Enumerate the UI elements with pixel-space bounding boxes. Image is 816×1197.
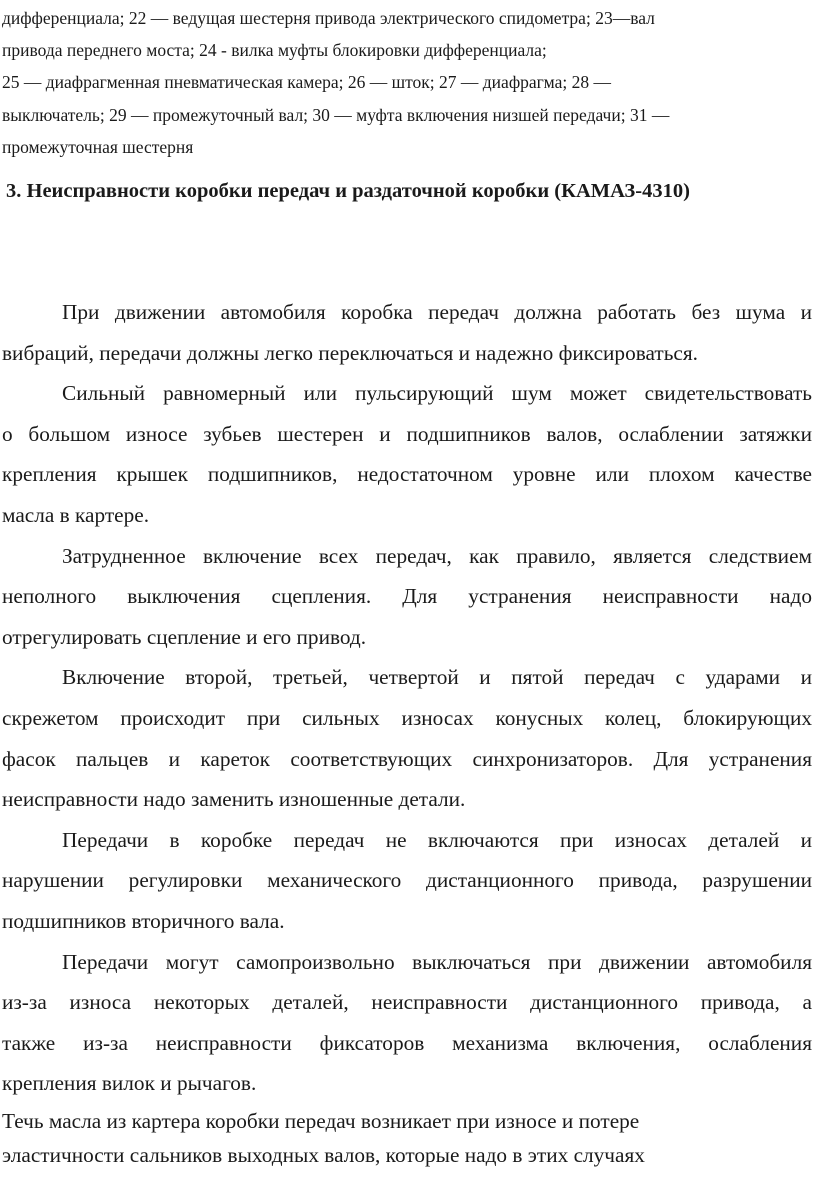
- paragraph-line: неисправности надо заменить изношенные детали.: [2, 787, 466, 812]
- paragraph-line: из-за износа некоторых деталей, неисправности дистанционного привода, а: [2, 990, 812, 1015]
- paragraph-5: [2, 820, 812, 942]
- paragraph-line: Затрудненное включение всех передач, как правило, является следствием: [62, 543, 812, 568]
- paragraph-line: крепления вилок и рычагов.: [2, 1071, 257, 1096]
- paragraph-line: Сильный равномерный или пульсирующий шум может свидетельствовать: [62, 381, 812, 406]
- section-heading: 3. Неисправности коробки передач и раздаточной коробки (КАМАЗ-4310): [6, 180, 690, 202]
- paragraph-line: Передачи могут самопроизвольно выключаться при движении автомобиля: [62, 949, 812, 974]
- body-text: [2, 292, 812, 1172]
- caption-line: 25 — диафрагменная пневматическая камера; 26 — шток; 27 — диафрагма; 28 —: [2, 72, 611, 93]
- paragraph-line: При движении автомобиля коробка передач должна работать без шума и: [62, 300, 812, 324]
- paragraph-line: скрежетом происходит при сильных износах конусных колец, блокирующих: [2, 705, 812, 730]
- paragraph-line: подшипников вторичного вала.: [2, 908, 285, 933]
- figure-caption: [2, 2, 810, 163]
- caption-line: промежуточная шестерня: [2, 136, 194, 157]
- paragraph-line: масла в картере.: [2, 502, 150, 527]
- paragraph-line: о большом износе зубьев шестерен и подшипников валов, ослаблении затяжки: [2, 421, 812, 446]
- paragraph-line: Включение второй, третьей, четвертой и пятой передач с ударами и: [62, 665, 812, 690]
- paragraph-line: Передачи в коробке передач не включаются при износах деталей и: [62, 827, 812, 852]
- paragraph-line: эластичности сальников выходных валов, которые надо в этих случаях: [2, 1142, 645, 1167]
- paragraph-2: [2, 373, 812, 535]
- paragraph-1: [2, 292, 812, 373]
- paragraph-line: неполного выключения сцепления. Для устранения неисправности надо: [2, 584, 812, 609]
- paragraph-line: нарушении регулировки механического дистанционного привода, разрушении: [2, 868, 812, 893]
- paragraph-line: отрегулировать сцепление и его привод.: [2, 624, 367, 649]
- paragraph-line: крепления крышек подшипников, недостаточном уровне или плохом качестве: [2, 462, 812, 487]
- paragraph-line: вибраций, передачи должны легко переключаться и надежно фиксироваться.: [2, 340, 698, 365]
- closing-paragraph: [2, 1104, 812, 1172]
- caption-line: привода переднего моста; 24 - вилка муфты блокировки дифференциала;: [2, 40, 547, 61]
- paragraph-line: фасок пальцев и кареток соответствующих синхронизаторов. Для устранения: [2, 746, 812, 771]
- paragraph-line: также из-за неисправности фиксаторов механизма включения, ослабления: [2, 1030, 812, 1055]
- caption-line: выключатель; 29 — промежуточный вал; 30 — муфта включения низшей передачи; 31 —: [2, 104, 670, 125]
- paragraph-4: [2, 657, 812, 819]
- paragraph-6: [2, 942, 812, 1104]
- paragraph-line: Течь масла из картера коробки передач возникает при износе и потере: [2, 1108, 640, 1133]
- paragraph-3: [2, 536, 812, 658]
- caption-line: дифференциала; 22 — ведущая шестерня привода электрического спидометра; 23—вал: [2, 8, 655, 28]
